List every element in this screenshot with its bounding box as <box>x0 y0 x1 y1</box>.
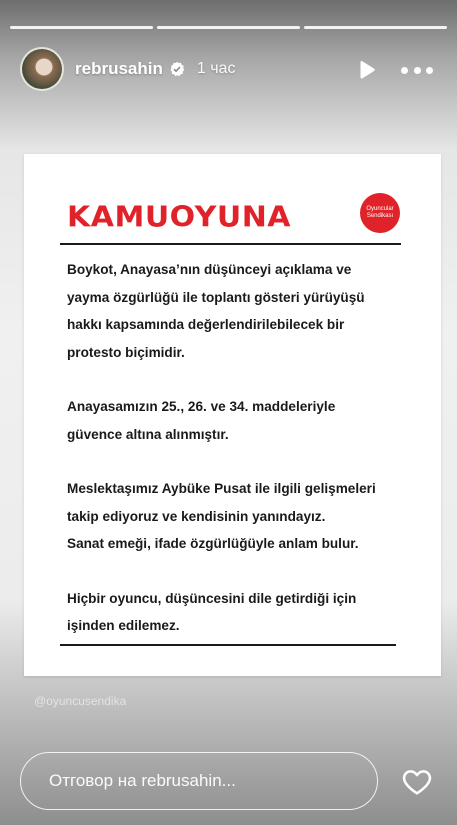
heart-icon[interactable] <box>400 766 434 798</box>
text-line: takip ediyoruz ve kendisinin yanındayız. <box>67 508 326 524</box>
statement-body <box>67 256 397 640</box>
dot <box>426 67 433 74</box>
text-line: güvence altına alınmıştır. <box>67 426 229 442</box>
logo-text: Oyuncular Sendikası <box>366 206 394 219</box>
paragraph <box>67 475 397 558</box>
statement-title: KAMUOYUNA <box>67 200 292 235</box>
text-line: işinden edilemez. <box>67 618 180 633</box>
text-line: protesto biçimidir. <box>67 344 185 360</box>
play-icon[interactable] <box>355 59 377 81</box>
watermark: @oyuncusendika <box>34 694 127 708</box>
dot <box>414 67 421 74</box>
reply-input[interactable] <box>49 771 377 791</box>
text-line: Meslektaşımız Aybüke Pusat ile ilgili gelişmeleri <box>67 481 376 496</box>
paragraph <box>67 393 397 448</box>
verified-badge-icon <box>169 61 185 77</box>
progress-segment <box>304 26 447 29</box>
text-line: Anayasamızın 25., 26. ve 34. maddeleriyle <box>67 399 336 414</box>
union-logo <box>360 193 400 233</box>
progress-segment <box>10 26 153 29</box>
dot <box>401 67 408 74</box>
more-options-icon[interactable] <box>401 65 433 75</box>
text-line: Boykot, Anayasa’nın düşünceyi açıklama ve <box>67 262 352 277</box>
post-time: 1 час <box>196 60 236 77</box>
paragraph <box>67 256 397 366</box>
avatar[interactable] <box>20 47 64 91</box>
story-header <box>20 46 441 92</box>
text-line: Sanat emeği, ifade özgürlüğüyle anlam bulur. <box>67 536 359 551</box>
reply-box[interactable] <box>20 752 378 810</box>
statement-card <box>24 154 441 676</box>
text-line: Hiçbir oyuncu, düşüncesini dile getirdiği için <box>67 590 357 606</box>
divider <box>60 243 401 245</box>
text-line: hakkı kapsamında değerlendirilebilecek bir <box>67 317 345 332</box>
story-progress <box>10 26 447 29</box>
text-line: yayma özgürlüğü ile toplantı gösteri yürüyüşü <box>67 289 365 305</box>
paragraph <box>67 585 397 640</box>
username[interactable]: rebrusahin <box>75 59 163 78</box>
progress-segment <box>157 26 300 29</box>
divider <box>60 644 396 646</box>
